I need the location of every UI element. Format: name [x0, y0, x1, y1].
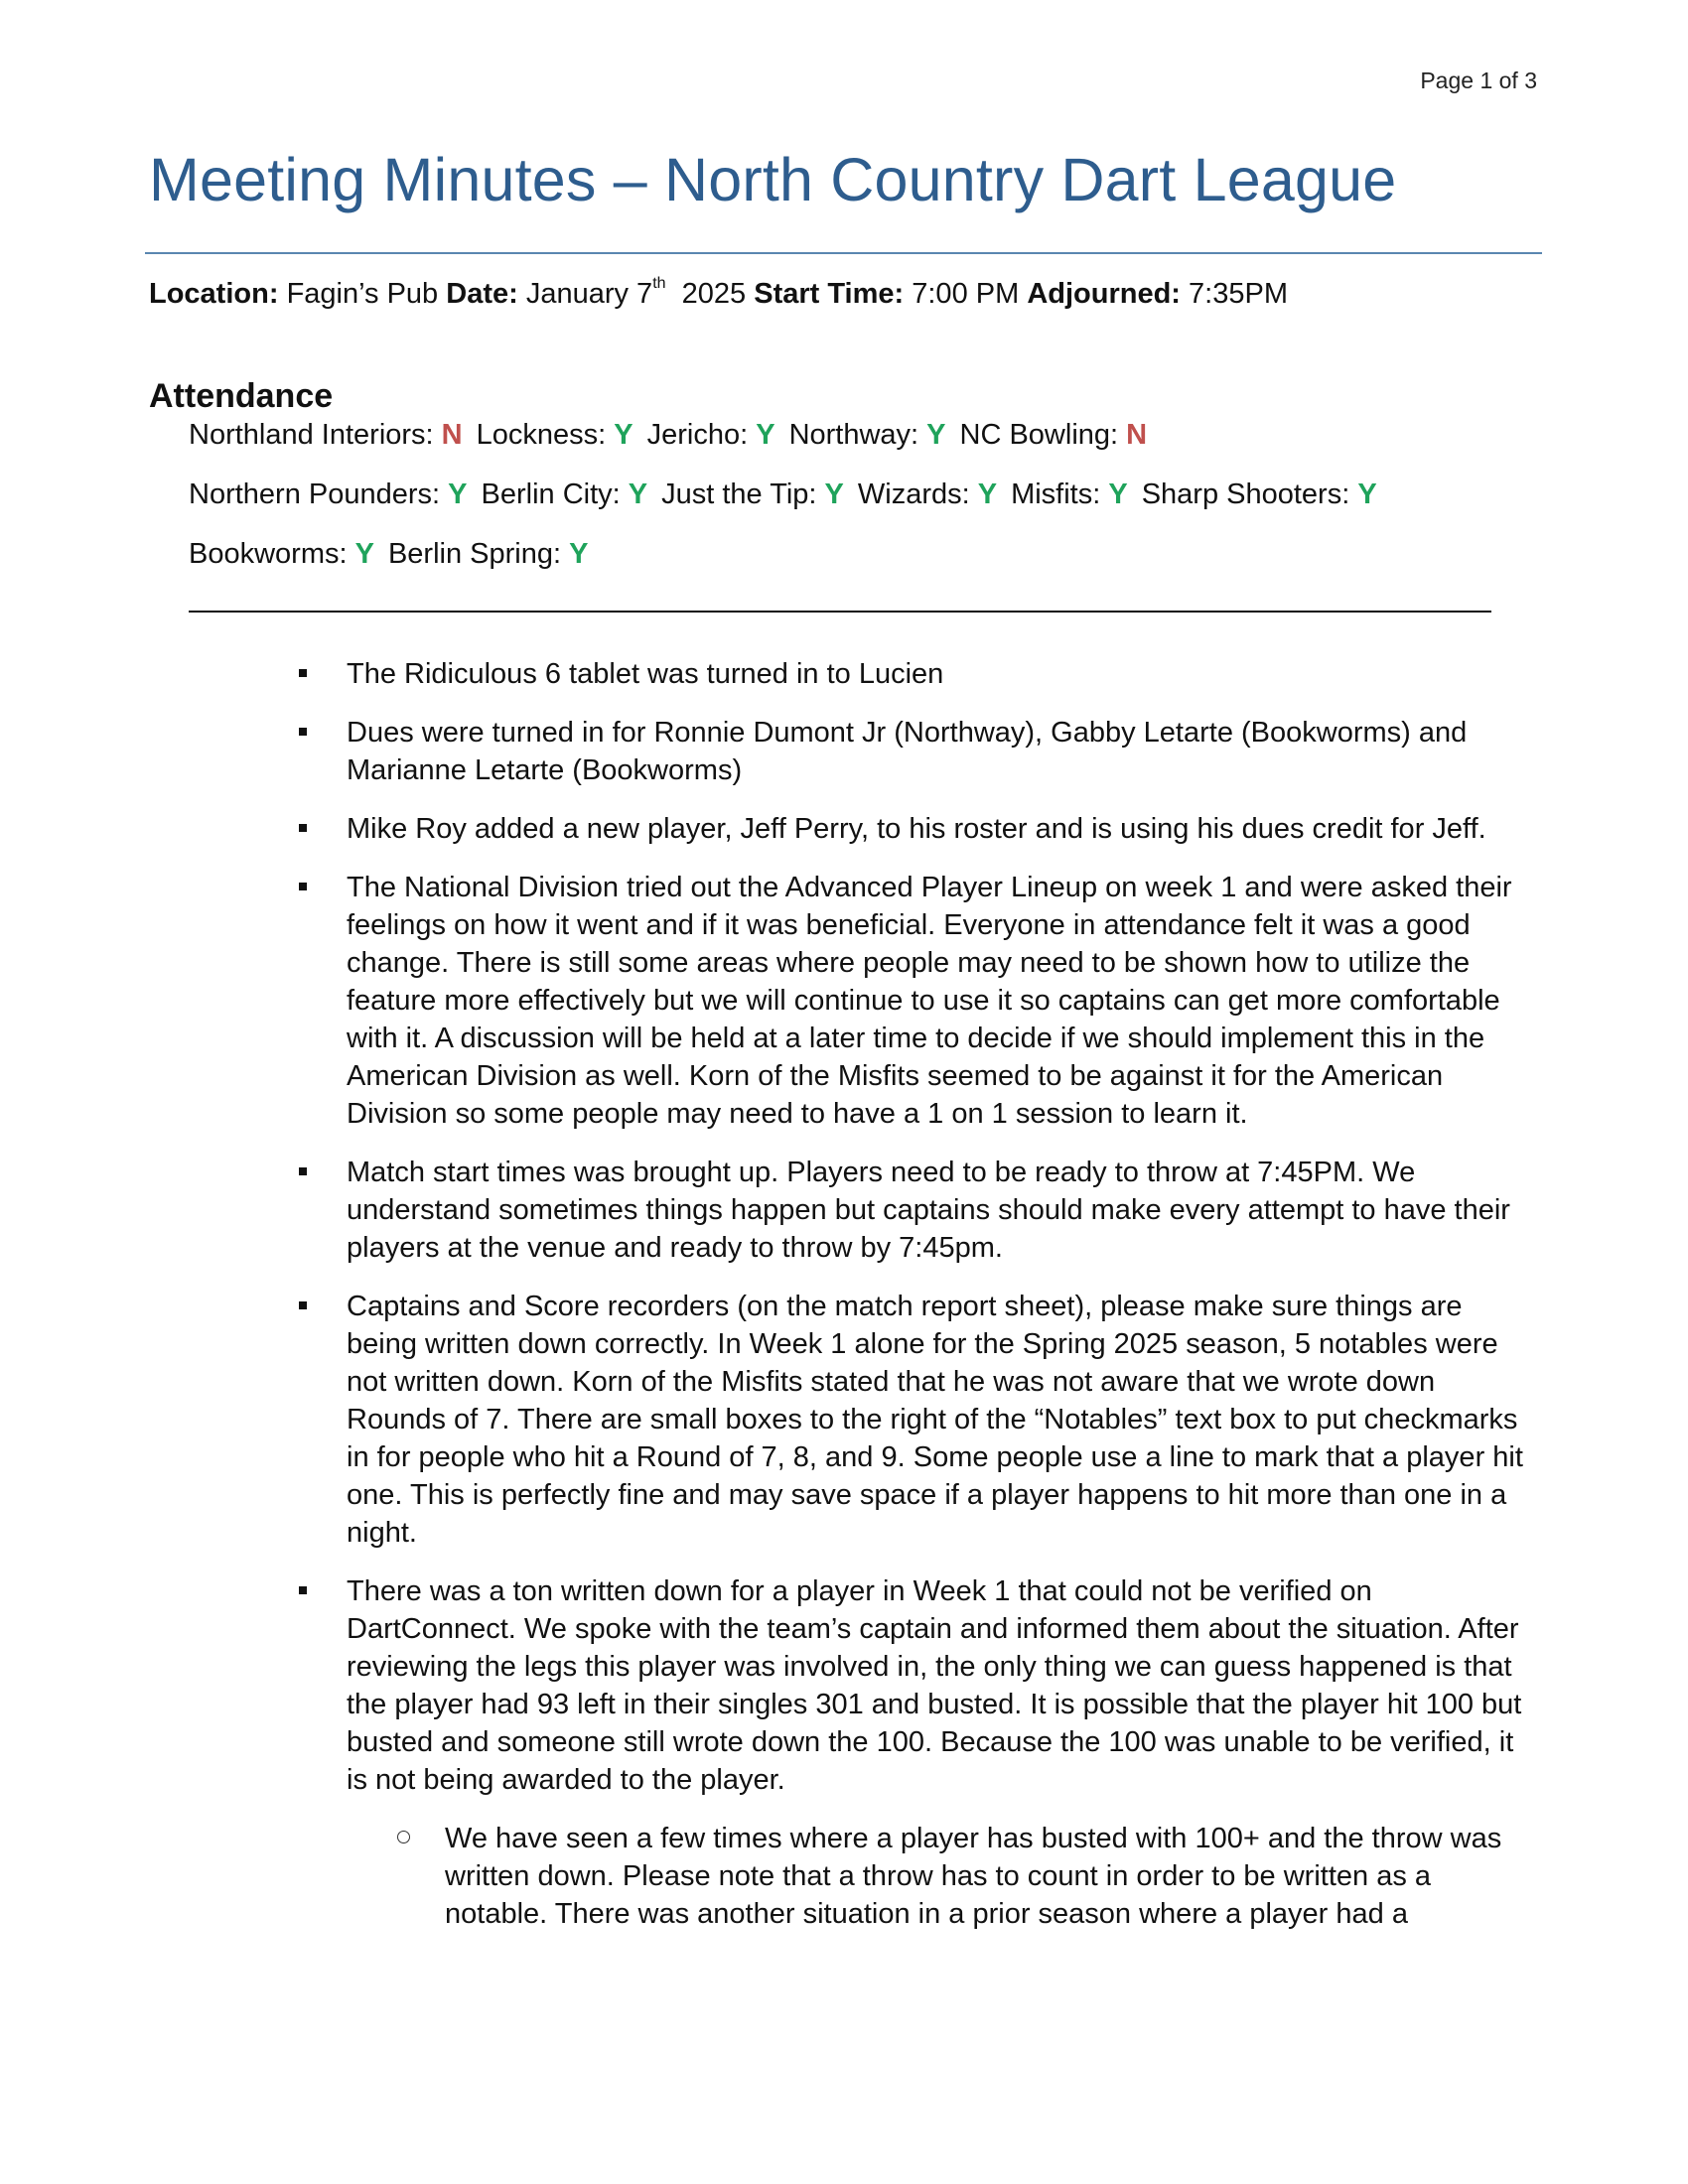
team-name: Wizards:: [857, 478, 978, 510]
list-item-text: Captains and Score recorders (on the match report sheet), please make sure things are being written down correctly. In Week 1 alone for the Spring 2025 season, 5 notables were not written down. Korn of the Misfits stated that he was not aware that we wrote down Rounds of 7. There are small boxes to the right of the “Notables” text box to put checkmarks in for people who hit a Round of 7, 8, and 9. Some people use a line to mark that a player hit one. This is perfectly fine and may save space if a player happens to hit more than one in a night.: [347, 1291, 1523, 1549]
team-name: Sharp Shooters:: [1141, 478, 1358, 510]
team-name: Misfits:: [1011, 478, 1109, 510]
attendance-entry: [960, 419, 1148, 451]
attendance-entry: [789, 419, 946, 451]
absent-mark: N: [441, 419, 463, 451]
attendance-entry: [189, 419, 463, 451]
attendance-entry: [477, 419, 633, 451]
attendance-entry: [189, 478, 468, 510]
present-mark: Y: [569, 538, 589, 570]
team-name: Jericho:: [646, 419, 757, 451]
present-mark: Y: [977, 478, 998, 510]
square-bullet-icon: [299, 1301, 307, 1309]
attendance-entry: [1142, 478, 1377, 510]
team-name: Northern Pounders:: [189, 478, 449, 510]
team-name: Northway:: [788, 419, 927, 451]
present-mark: Y: [354, 538, 374, 570]
square-bullet-icon: [299, 883, 307, 890]
attendance-entry: [1011, 478, 1128, 510]
list-item: [0, 810, 1534, 848]
team-name: Bookworms:: [189, 538, 355, 570]
attendance-entry: [189, 538, 374, 570]
present-mark: Y: [824, 478, 844, 510]
date-value: [525, 275, 747, 310]
present-mark: Y: [1108, 478, 1128, 510]
square-bullet-icon: [299, 824, 307, 832]
page-title: Meeting Minutes – North Country Dart League: [149, 146, 1397, 213]
list-item: [0, 714, 1534, 789]
sub-list-item-text: We have seen a few times where a player has busted with 100+ and the throw was written down. Please note that a throw has to count in order to be written as a notable. There was another situation in a prior season where a player had a: [445, 1823, 1502, 1930]
square-bullet-icon: [299, 669, 307, 677]
start-time-label: Start Time:: [754, 278, 905, 310]
attendance-entry: [647, 419, 775, 451]
attendance-row-1: [189, 419, 1161, 452]
present-mark: Y: [448, 478, 468, 510]
page-number: Page 1 of 3: [1420, 68, 1537, 93]
absent-mark: N: [1126, 419, 1148, 451]
attendance-entry: [482, 478, 648, 510]
square-bullet-icon: [299, 728, 307, 736]
list-item: [0, 1288, 1534, 1552]
sub-list-item: [0, 1820, 1534, 1933]
location-label: Location:: [149, 278, 279, 310]
list-item: [0, 1154, 1534, 1267]
adjourned-label: Adjourned:: [1027, 278, 1181, 310]
square-bullet-icon: [299, 1586, 307, 1594]
list-item-text: Mike Roy added a new player, Jeff Perry, to his roster and is using his dues credit for Jeff.: [347, 813, 1486, 845]
team-name: Berlin City:: [481, 478, 629, 510]
minutes-list: [0, 655, 1688, 1933]
attendance-entry: [661, 478, 844, 510]
attendance-entry: [388, 538, 589, 570]
circle-bullet-icon: [397, 1831, 410, 1843]
date-label: Date:: [446, 278, 518, 310]
list-item: [0, 655, 1534, 693]
present-mark: Y: [756, 419, 775, 451]
attendance-row-3: [189, 538, 602, 571]
list-item-text: Match start times was brought up. Players need to be ready to throw at 7:45PM. We understand sometimes things happen but captains should make every attempt to have their players at the venue and ready to throw by 7:45pm.: [347, 1157, 1510, 1264]
present-mark: Y: [926, 419, 946, 451]
team-name: Just the Tip:: [661, 478, 825, 510]
list-item-text: The National Division tried out the Advanced Player Lineup on week 1 and were asked their feelings on how it went and if it was beneficial. Everyone in attendance felt it was a good change. There is still some areas where people may need to be shown how to utilize the feature more effectively but we will continue to use it so captains can get more comfortable with it. A discussion will be held at a later time to decide if we should implement this in the American Division as well. Korn of the Misfits seemed to be against it for the American Division so some people may need to have a 1 on 1 session to learn it.: [347, 872, 1512, 1130]
meeting-meta: [149, 275, 1288, 311]
team-name: Northland Interiors:: [189, 419, 442, 451]
present-mark: Y: [1357, 478, 1377, 510]
list-item-text: Dues were turned in for Ronnie Dumont Jr (Northway), Gabby Letarte (Bookworms) and Marianne Letarte (Bookworms): [347, 717, 1468, 786]
present-mark: Y: [628, 478, 648, 510]
date-prefix: January 7: [525, 278, 653, 310]
start-time-value: 7:00 PM: [912, 278, 1020, 310]
team-name: NC Bowling:: [959, 419, 1127, 451]
title-divider: [145, 252, 1542, 254]
list-item: [0, 1572, 1534, 1799]
list-item-text: The Ridiculous 6 tablet was turned in to Lucien: [347, 658, 944, 690]
list-item-text: There was a ton written down for a player in Week 1 that could not be verified on DartConnect. We spoke with the team’s captain and informed them about the situation. After reviewing the legs this player was involved in, the only thing we can guess happened is that the player had 93 left in their singles 301 and busted. It is possible that the player hit 100 but busted and someone still wrote down the 100. Because the 100 was unable to be verified, it is not being awarded to the player.: [347, 1575, 1522, 1796]
date-year: 2025: [681, 278, 747, 310]
square-bullet-icon: [299, 1167, 307, 1175]
attendance-entry: [858, 478, 997, 510]
attendance-divider: [189, 611, 1491, 613]
location-value: Fagin’s Pub: [286, 278, 439, 310]
adjourned-value: 7:35PM: [1189, 278, 1288, 310]
attendance-heading: Attendance: [149, 377, 334, 415]
date-superscript: th: [652, 275, 666, 293]
team-name: Lockness:: [476, 419, 615, 451]
attendance-row-2: [189, 478, 1391, 511]
list-item: [0, 869, 1534, 1133]
present-mark: Y: [614, 419, 633, 451]
team-name: Berlin Spring:: [387, 538, 570, 570]
